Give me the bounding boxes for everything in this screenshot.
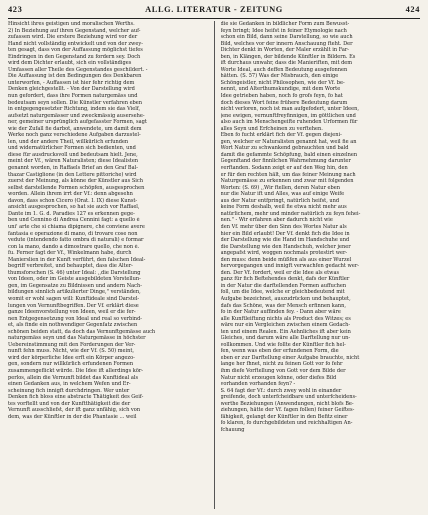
text-line: schönen beiden statt, da doch das Vernunftgemässe auch: [8, 328, 156, 335]
text-line: fo in der Natur auffinden fey. - Dann aber wäre: [220, 309, 341, 316]
text-line: natürlichem, mehr und minder natürlich zu feyn fehei-: [220, 210, 361, 217]
text-line: verftanden. Sodann zeigt er auf den Weg hin, den: [220, 165, 348, 172]
text-line: diese für ausdrucksvoll und bedeutsam hielt. Jene,: [8, 151, 138, 158]
text-line: ben, in Klängen, der bildende Künftler in Bildern. Es: [220, 53, 356, 60]
text-line: tes vorftellt und von der Kunftthätigkeit die der: [8, 400, 131, 407]
text-line: aufsetzt naturgemässer und zweckmässig ausersehe-: [8, 112, 145, 119]
text-line: thumsforschen (S. 46) unter Ideal: ,,die Darstellung: [8, 269, 141, 276]
text-line: wird dem Dichter erlaubt, sich ein vollständiges: [8, 60, 132, 67]
text-line: fchauung: [220, 426, 245, 433]
text-line: nun gefordert, dass ihre Formen naturgemäss und: [8, 93, 138, 100]
text-line: den. Der Vf. fordert, weil er die Idee als etwas: [220, 269, 340, 276]
text-line: naturgemäss seyn und das Naturgemässe in höchster: [8, 335, 146, 342]
text-line: feyn bringt; Idee heifst in feiner Etymologie nach: [220, 27, 347, 34]
text-line: dafs das Schöne, was der Mensch erfinnen kann,: [220, 302, 346, 309]
text-line: gen, welcher er Naturalisten genannt hat, weil fie an: [220, 138, 357, 145]
text-line: alles Seyn und Erfcheinen zu verftehen.: [220, 125, 323, 132]
text-line: vollkommen. Und wie follte der Künftler fich hel-: [220, 341, 346, 348]
text-line: keine Form deshalb, weil fie etwa nicht mehr aus: [220, 204, 347, 211]
page-header: [8, 5, 420, 17]
text-line: scheinung fich innigft durchdringen. Wer unter: [8, 387, 130, 394]
text-line: Umfassen aller Theile des Gegenstandes geschildert. -: [8, 66, 148, 73]
text-line: dem, was der Künftler in der die Phantasie ... weil: [8, 413, 137, 420]
text-line: wird der körperliche Idee erft ein Körper angezo-: [8, 354, 135, 361]
text-line: gen, im Gegensatze zu Bildnissen und andern Nach-: [8, 282, 142, 289]
text-line: 2) In Beziehung auf ihren Gegenstand, welcher auf-: [8, 27, 141, 34]
text-line: nen Entgegensetzung von Ideal und real so verbind-: [8, 315, 142, 322]
text-line: Denken gleichgestellt. - Von der Darstellung wird: [8, 86, 135, 93]
text-line: Vernunft ausschliefst, der ift ganz unfähig, sich von: [8, 407, 141, 414]
text-line: den Vf. mehr über den Sinn des Wortes Natur als: [220, 223, 347, 230]
text-line: Die Auffassung ist den Bedingungen des Denkbaren: [8, 73, 142, 80]
text-line: womit er wohl sagen will: Kunftideale sind Darstel-: [8, 295, 140, 302]
text-line: nunft fehn muss. Nicht, wie der Vf. (S. 50) meint,: [8, 348, 134, 355]
text-line: in entgegengesetzter Richtung, indem sie das Vielf,: [8, 106, 141, 113]
text-line: zusammengeflickt würde. Die Idee ift allerdings kör-: [8, 367, 143, 374]
text-line: den muss: denn beide müßfen als aus einer Wurzel: [220, 256, 352, 263]
text-line: fu. Ferner fagt der Vf., Winkelmann habe, durch: [8, 250, 132, 257]
text-line: Bild, welches vor der innern Anschauung fteht. Der: [220, 40, 353, 47]
text-line: bedeutsam seyn sollen. Die Künstler verfahren eben: [8, 99, 143, 106]
header-rule: [8, 18, 420, 19]
text-line: Eindringen in den Gegenstand zu fordern sey. Doch: [8, 53, 141, 60]
text-line: Hinsicht ihres geistigen und moralischen Werths.: [8, 21, 135, 27]
right-column: [221, 21, 421, 509]
text-line: ansicht ausgesprochen, so hat sie auch vor Raffael,: [8, 204, 140, 211]
text-line: aus der Natur entfpringt, natürlich heifst, und: [220, 197, 340, 204]
text-line: Hand nicht vollständig entwickelt und von der zwey-: [8, 40, 143, 47]
text-line: er für den rechten hält, um das feiner Meinung nach: [220, 171, 356, 178]
text-line: Dichter denkt in Worten, der Maler erzählt in Far-: [220, 47, 350, 54]
text-line: fantasia e operazione di mano, di trovare cose non: [8, 230, 138, 237]
text-line: der Darstellung wie die Hand im Handschuhe und: [220, 237, 350, 244]
text-line: Schöngeistler, nicht Philosophen, wie der Vf. be-: [220, 79, 345, 86]
text-line: angepafst wird, woggen nochmals protestirt wer-: [220, 250, 348, 257]
text-line: doch dieses Wort feine frühere Bedeutung darum: [220, 99, 348, 106]
left-column: [8, 21, 208, 509]
text-line: nur die Natur ift und Alles, was auf einige Weife: [220, 191, 345, 198]
text-line: Denken fich bloss eine abstracte Thätigkeit des Geif-: [8, 394, 144, 401]
text-line: wie der Zufall fie darbot, anwendete, um damit dem: [8, 125, 142, 132]
text-line: hätten. (S. 57) Was der Misbrauch, den einige: [220, 73, 339, 80]
text-line: ganze Ideenvorstellung von Ideen, weil er die fer-: [8, 309, 136, 316]
text-line: werthe Beziehungen (Anwendungen, nicht blofs Be-: [220, 400, 354, 407]
text-line: Natur nicht erzeugen könne, oder diefes Bild: [220, 374, 337, 381]
text-line: bildungen sinnlich artikulierter Dinge," verständen,: [8, 289, 141, 296]
page-number-left: 423: [8, 5, 23, 14]
text-line: von Ideen, oder im Geiste ausgebildeten Vorstellun-: [8, 276, 141, 283]
text-line: Gleiches, und darum wäre alle Darftellung nur un-: [220, 335, 351, 342]
text-line: in der Natur die darftellenden Formen auffuchen: [220, 282, 347, 289]
text-line: ziehungen, hätte der Vf. fagen follen) feiner Geiftes-: [220, 407, 355, 414]
text-line: et, als finde ein nothwendiger Gegenfatz zwischen: [8, 322, 138, 329]
text-line: lange her fhnet, nicht zu feinen Gott vor fo fehr: [220, 361, 343, 368]
text-line: ift durchaus unwahr, dass die Manieriften, mit dem: [220, 60, 353, 67]
text-line: begriff verbreitet, und behauptet, dass die Alter-: [8, 263, 133, 270]
text-line: lungen von Vernunftbegriffen. Der Vf. erklärt diese: [8, 302, 139, 309]
text-line: Aufgabe bezeichnet, auszudrücken und behauptet,: [220, 295, 351, 302]
text-line: Worte Ideal, auch deffen Bedeutung ausgefonnen: [220, 66, 348, 73]
text-line: Uebereinstimmung mit den Forderungen der Ver-: [8, 341, 136, 348]
text-line: con la mano, dando a dimostrare quello, che non è.: [8, 243, 140, 250]
text-line: alle Kunftleiftung nichts als Product des Witzes; es: [220, 315, 351, 322]
text-line: Naturgemässe zu erkennen und zwar mit folgenden: [220, 178, 354, 185]
text-line: greifende, doch unterfcheidbare und unterfcheidens-: [220, 394, 357, 401]
text-line: meint der Vf., wären Naturalisten; diese Idealisten: [8, 158, 139, 165]
text-line: eben er zur Darftellung einer Aufgabe brauchte, nicht: [220, 354, 360, 361]
text-line: zufassen wird. Die erstere Beziehung wird vor der: [8, 34, 138, 41]
column-divider: [214, 21, 215, 509]
text-line: vedute (intendendo fatto ombra di naturali) e formar: [8, 237, 144, 244]
page-number-right: 424: [405, 5, 420, 14]
text-columns: [8, 21, 420, 509]
text-line: wäre nur ein Vergleichen zwischen einem Gedach-: [220, 322, 351, 329]
text-line: ganz für fich Beftehendes denkt, dafs der Künftler: [220, 276, 350, 283]
text-line: uni' arte che si chiama dipignere, chè conviene avere: [8, 223, 145, 230]
text-line: ihm diefe Vorftellung von Gott vor dem Bilde der: [220, 367, 346, 374]
text-line: nen." - Wir erfahren aber dadurch nicht wie: [220, 217, 333, 224]
text-line: Eben fo fucht erklärt fich der Vf. gegen diejeni-: [220, 132, 342, 139]
text-line: jene ewigen, vernunftfreyfinnigen, im göttlichen und: [220, 112, 356, 119]
text-line: einen Gedanken aus, in welchem Wefen und Er-: [8, 381, 131, 388]
text-line: hervorgegangen und innigft verwachfen gedacht wer-: [220, 263, 359, 270]
text-line: und widernatürlicher Formen sich bedienten, und: [8, 145, 136, 152]
text-line: fo klaren, fo durchgebildeten und reichhaltigen An-: [220, 420, 353, 427]
text-line: hier ein Bild erlaubt! Der Vf. denkt fich die Idee in: [220, 230, 350, 237]
text-line: perlos, allein die Vernunft bildet das Kunftideal als: [8, 374, 139, 381]
text-line: gen, sondern nur willkürlich erfundenen Formen: [8, 361, 134, 368]
text-line: Gegenftand der finnlichen Wahrnehmung darunter: [220, 158, 351, 165]
text-line: fähigkeit, gelangt der Künftler in den Befitz einer: [220, 413, 348, 420]
text-line: foll, um die Idee, welche er gleichbedeutend mit: [220, 289, 345, 296]
text-line: Wort Natur zu schwankend gebrauchten und bald: [220, 145, 349, 152]
journal-title: ALLG. LITERATUR - ZEITUNG: [145, 5, 283, 14]
text-line: Idee getrieben haben, noch fo grofs feyn, fo hat: [220, 93, 343, 100]
text-line: Werke noch ganz verschiedene Aufgaben darzustel-: [8, 132, 141, 139]
text-line: zuerst der Meinung, als könne der Künstler aus Sich: [8, 178, 143, 185]
text-line: Manierslien in der Kunft verführt, den falschen Ideal-: [8, 256, 146, 263]
text-line: damit die gefammte Schöpfung, bald einen einzelnen: [220, 151, 358, 158]
text-line: die Darstellung wie den Handschuh, welcher jener: [220, 243, 351, 250]
text-line: Dante im 1. G. d. Paradies 127 es erkennen gege-: [8, 210, 135, 217]
text-line: selbst darstellende Formen schöpfen, ausgesprochen: [8, 184, 145, 191]
text-line: ten gesagt, dass von der Auffassung möglichst tiefes: [8, 47, 143, 54]
text-line: ner, gemeiner ursprünglich aufgefasster Formen, sagt: [8, 119, 147, 126]
text-line: vorhanden vorhanden feyn? -: [220, 381, 296, 388]
text-line: also auch im Menschengeifte ruhenden Urformen für: [220, 119, 358, 126]
text-line: schon ein Bild, dann seine Darstellung, so wie auch: [220, 34, 353, 41]
text-line: nicht verloren, noch ist man aufgefodert, unter Ideen,: [220, 106, 359, 113]
text-line: nennt, und Alterthumskundige, mit dem Worte: [220, 86, 341, 93]
text-line: ben und Cennino di Andrea Cennini fagt: a quello è: [8, 217, 140, 224]
text-line: thazar Castiglione (in den Lettere pittoriche) wird: [8, 171, 137, 178]
text-line: worden. Allein ihrem irrt der Vf.: denn abgesehn: [8, 191, 133, 198]
text-line: davon, dass schon Cicero (Orat. I. IX) diese Kunst-: [8, 197, 138, 204]
text-line: len, und der andere Theil, willkürlich erfunden: [8, 138, 129, 145]
text-line: ten und einem Realen. Ein Aehnliches ift aber kein: [220, 328, 351, 335]
text-line: S. 64 fagt der Vf.: durch zwey wohl in einander: [220, 387, 342, 394]
text-line: fen, wenn was eben der erfundenen Form, die: [220, 348, 339, 355]
text-line: unterworfen, - Auffassen ist hier fehr richtig dem: [8, 79, 135, 86]
text-line: genannt worden, in Raffaels Brief an den Graf Bal-: [8, 165, 138, 172]
text-line: die sie Gedanken in bildlicher Form zum Bewusst-: [220, 21, 350, 27]
text-line: Worten: (S. 69) ,,Wir ftellen, deren Natur eben: [220, 184, 340, 191]
